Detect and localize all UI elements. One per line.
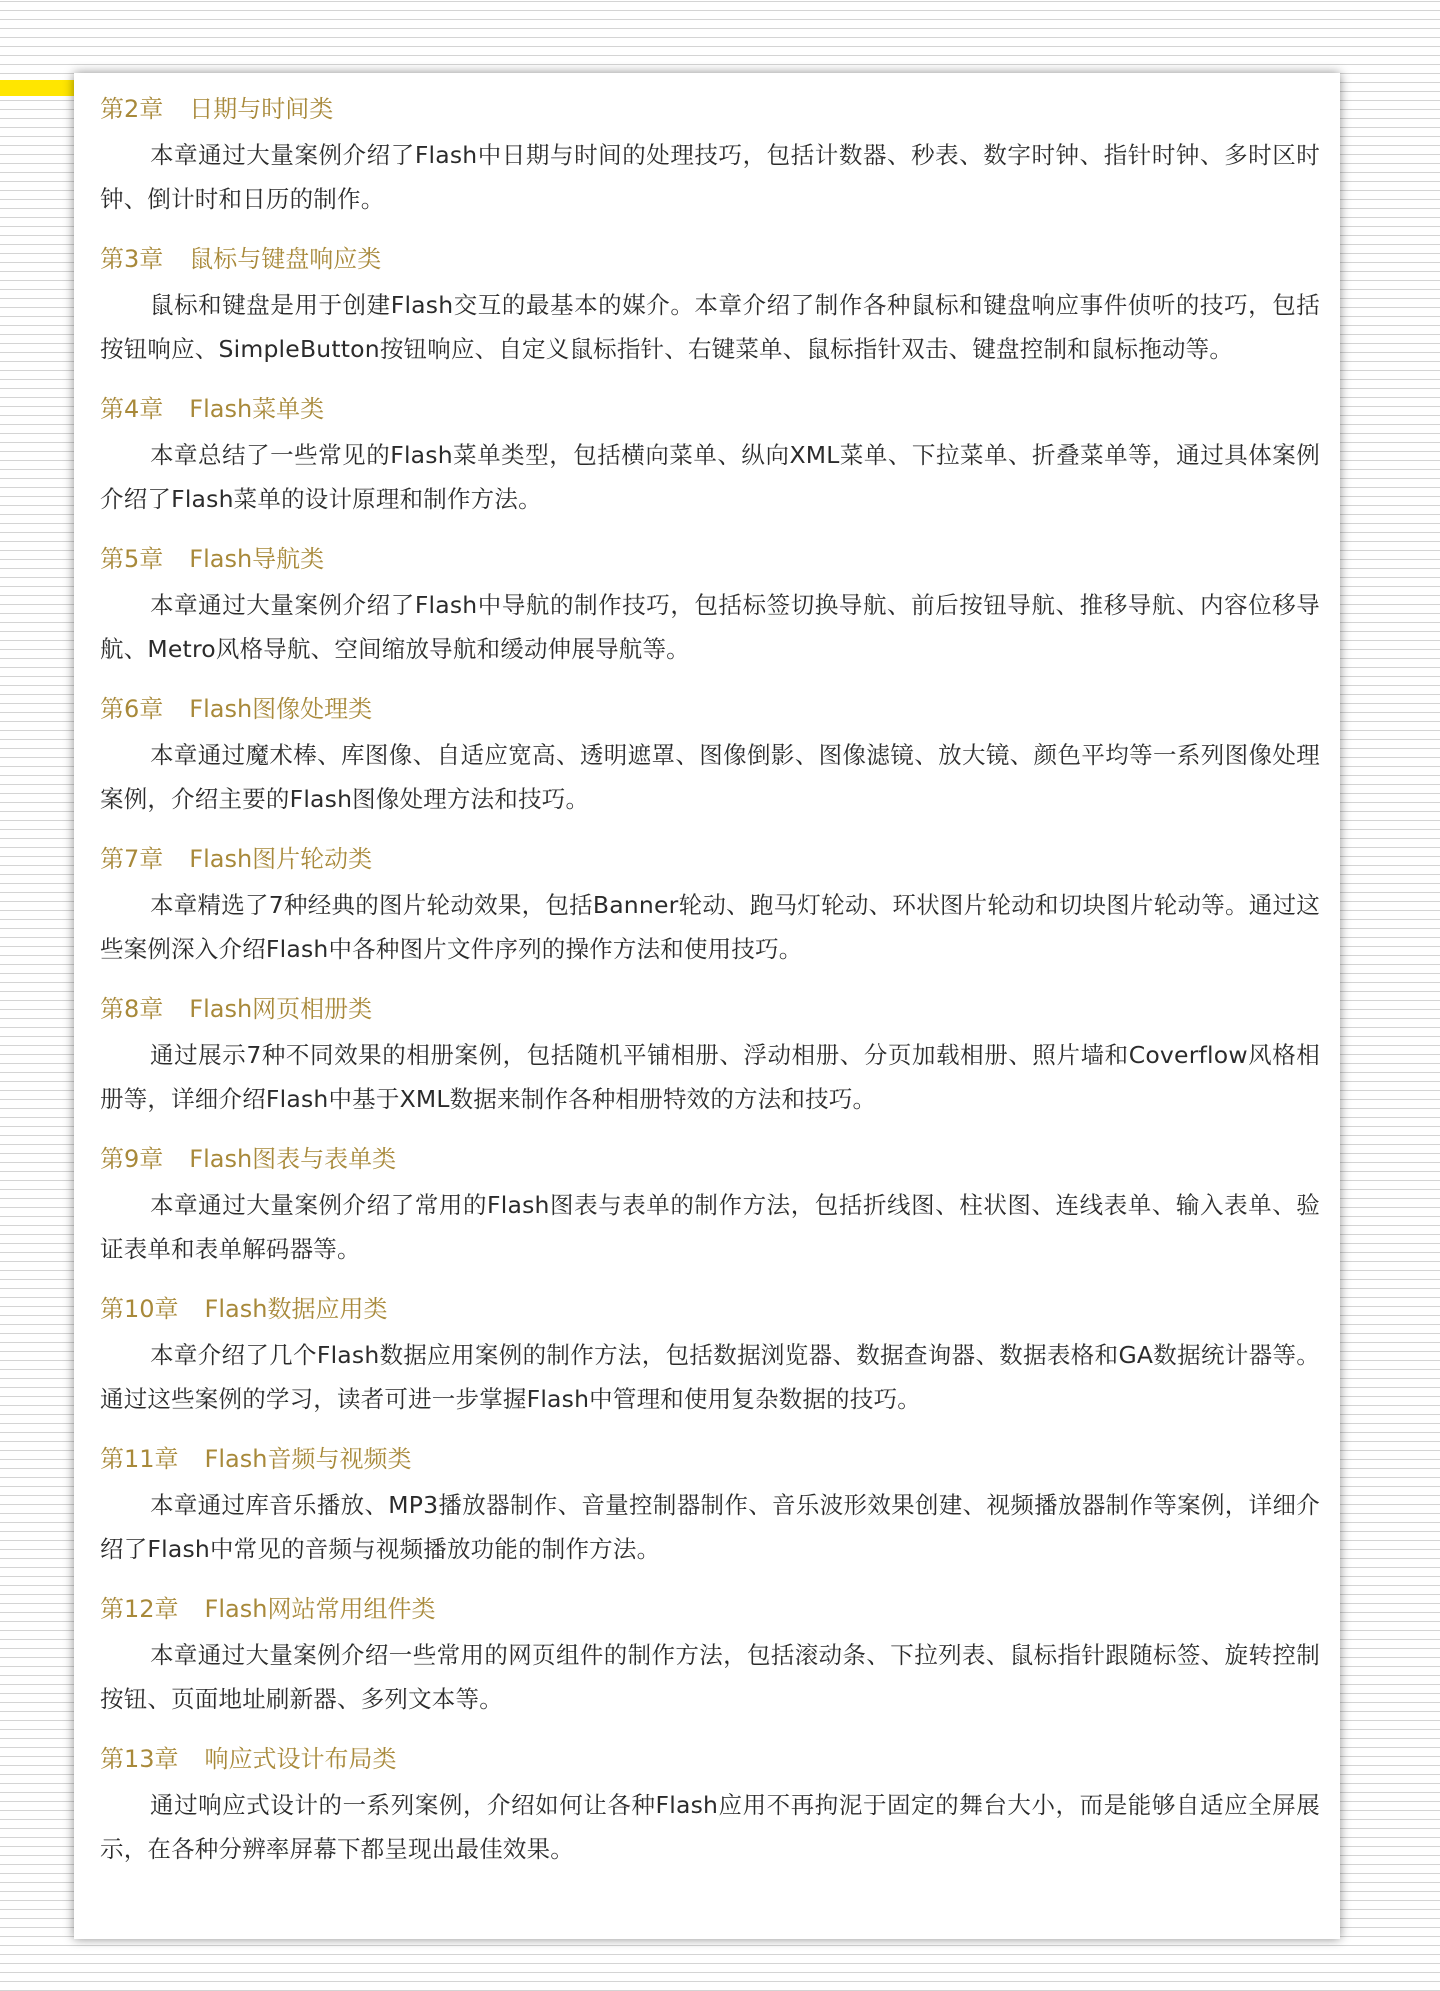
chapter-title: 鼠标与键盘响应类	[189, 245, 382, 273]
chapter-description: 本章通过大量案例介绍一些常用的网页组件的制作方法，包括滚动条、下拉列表、鼠标指针跟随标签、旋转控制按钮、页面地址刷新器、多列文本等。	[100, 1641, 1320, 1713]
chapter-description: 通过响应式设计的一系列案例，介绍如何让各种Flash应用不再拘泥于固定的舞台大小，而是能够自适应全屏展示，在各种分辨率屏幕下都呈现出最佳效果。	[100, 1791, 1320, 1863]
chapter-title: 响应式设计布局类	[204, 1745, 397, 1773]
chapter-heading	[100, 991, 1320, 1027]
chapter-section-11	[100, 1441, 1320, 1571]
chapter-description: 本章总结了一些常见的Flash菜单类型，包括横向菜单、纵向XML菜单、下拉菜单、折叠菜单等，通过具体案例介绍了Flash菜单的设计原理和制作方法。	[100, 441, 1320, 513]
chapter-section-7	[100, 841, 1320, 971]
chapter-description: 鼠标和键盘是用于创建Flash交互的最基本的媒介。本章介绍了制作各种鼠标和键盘响应事件侦听的技巧，包括按钮响应、SimpleButton按钮响应、自定义鼠标指针、右键菜单、鼠标指针双击、键盘控制和鼠标拖动等。	[100, 291, 1320, 363]
chapter-list	[100, 91, 1320, 1891]
chapter-number: 第7章	[100, 845, 164, 873]
chapter-title: Flash数据应用类	[204, 1295, 388, 1323]
chapter-heading	[100, 1141, 1320, 1177]
chapter-number: 第3章	[100, 245, 164, 273]
chapter-title: Flash音频与视频类	[204, 1445, 412, 1473]
chapter-heading	[100, 241, 1320, 277]
chapter-title: Flash网页相册类	[189, 995, 373, 1023]
chapter-heading	[100, 691, 1320, 727]
chapter-description: 通过展示7种不同效果的相册案例，包括随机平铺相册、浮动相册、分页加载相册、照片墙和Coverflow风格相册等，详细介绍Flash中基于XML数据来制作各种相册特效的方法和技巧。	[100, 1041, 1320, 1113]
chapter-description: 本章通过库音乐播放、MP3播放器制作、音量控制器制作、音乐波形效果创建、视频播放器制作等案例，详细介绍了Flash中常见的音频与视频播放功能的制作方法。	[100, 1491, 1320, 1563]
chapter-number: 第5章	[100, 545, 164, 573]
page-card	[74, 73, 1340, 1939]
chapter-section-13	[100, 1741, 1320, 1871]
chapter-heading	[100, 541, 1320, 577]
chapter-section-10	[100, 1291, 1320, 1421]
chapter-description: 本章通过大量案例介绍了Flash中导航的制作技巧，包括标签切换导航、前后按钮导航、推移导航、内容位移导航、Metro风格导航、空间缩放导航和缓动伸展导航等。	[100, 591, 1320, 663]
chapter-heading	[100, 841, 1320, 877]
chapter-title: Flash图表与表单类	[189, 1145, 397, 1173]
chapter-section-6	[100, 691, 1320, 821]
chapter-number: 第8章	[100, 995, 164, 1023]
chapter-title: Flash导航类	[189, 545, 325, 573]
chapter-heading	[100, 1291, 1320, 1327]
chapter-heading	[100, 1441, 1320, 1477]
chapter-description: 本章精选了7种经典的图片轮动效果，包括Banner轮动、跑马灯轮动、环状图片轮动和切块图片轮动等。通过这些案例深入介绍Flash中各种图片文件序列的操作方法和使用技巧。	[100, 891, 1320, 963]
chapter-number: 第9章	[100, 1145, 164, 1173]
chapter-section-9	[100, 1141, 1320, 1271]
chapter-section-5	[100, 541, 1320, 671]
chapter-description: 本章通过魔术棒、库图像、自适应宽高、透明遮罩、图像倒影、图像滤镜、放大镜、颜色平均等一系列图像处理案例，介绍主要的Flash图像处理方法和技巧。	[100, 741, 1320, 813]
chapter-description: 本章通过大量案例介绍了常用的Flash图表与表单的制作方法，包括折线图、柱状图、连线表单、输入表单、验证表单和表单解码器等。	[100, 1191, 1320, 1263]
chapter-title: Flash网站常用组件类	[204, 1595, 436, 1623]
chapter-description: 本章介绍了几个Flash数据应用案例的制作方法，包括数据浏览器、数据查询器、数据表格和GA数据统计器等。通过这些案例的学习，读者可进一步掌握Flash中管理和使用复杂数据的技巧。	[100, 1341, 1320, 1413]
chapter-number: 第11章	[100, 1445, 179, 1473]
chapter-title: Flash图像处理类	[189, 695, 373, 723]
chapter-section-4	[100, 391, 1320, 521]
chapter-description: 本章通过大量案例介绍了Flash中日期与时间的处理技巧，包括计数器、秒表、数字时钟、指针时钟、多时区时钟、倒计时和日历的制作。	[100, 141, 1320, 213]
chapter-heading	[100, 91, 1320, 127]
chapter-heading	[100, 1591, 1320, 1627]
chapter-number: 第13章	[100, 1745, 179, 1773]
chapter-title: Flash图片轮动类	[189, 845, 373, 873]
chapter-title: 日期与时间类	[189, 95, 334, 123]
chapter-section-3	[100, 241, 1320, 371]
yellow-accent-bar	[0, 80, 80, 96]
chapter-number: 第4章	[100, 395, 164, 423]
chapter-section-8	[100, 991, 1320, 1121]
chapter-number: 第10章	[100, 1295, 179, 1323]
chapter-title: Flash菜单类	[189, 395, 325, 423]
chapter-number: 第12章	[100, 1595, 179, 1623]
chapter-heading	[100, 391, 1320, 427]
chapter-number: 第2章	[100, 95, 164, 123]
chapter-section-2	[100, 91, 1320, 221]
chapter-number: 第6章	[100, 695, 164, 723]
chapter-section-12	[100, 1591, 1320, 1721]
chapter-heading	[100, 1741, 1320, 1777]
